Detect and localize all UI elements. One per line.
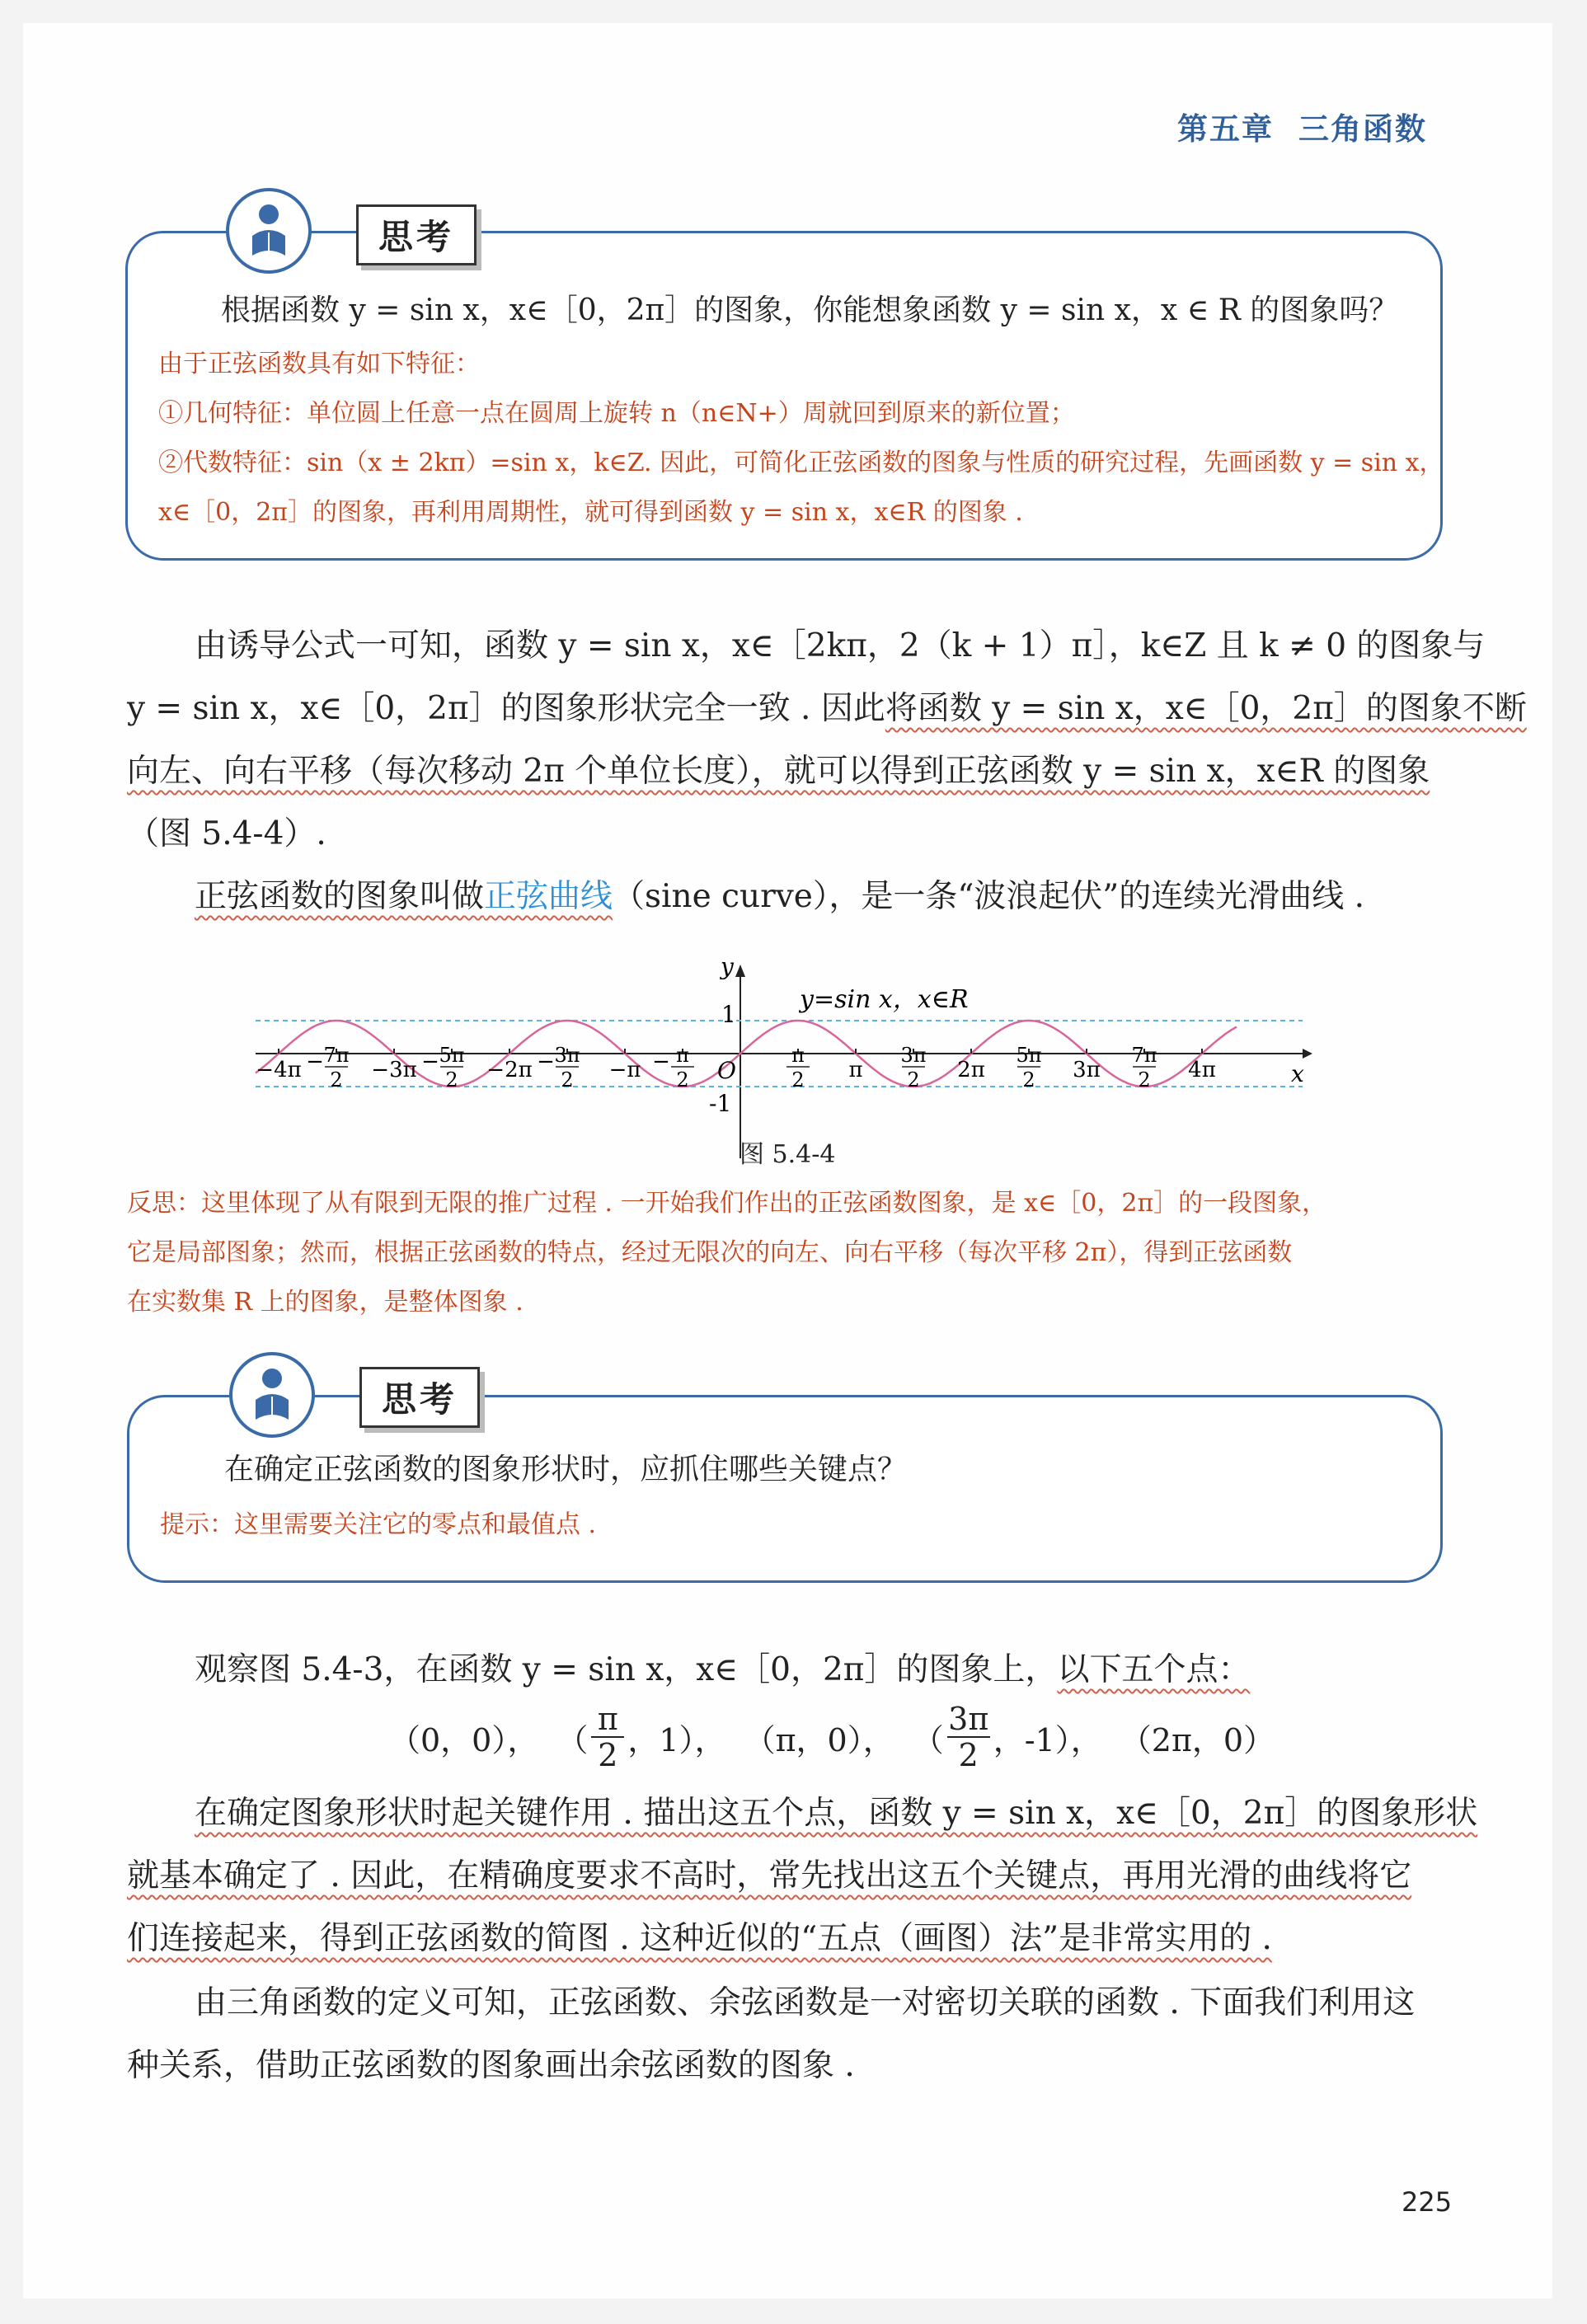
- chapter-header: [1177, 104, 1427, 148]
- paragraph-1: [127, 615, 1527, 928]
- answer-line: 由于正弦函数具有如下特征：: [158, 350, 480, 378]
- point-5: （2π，0）: [1120, 1721, 1275, 1758]
- x-tick-fraction: [537, 1044, 580, 1092]
- x-tick-fraction: [306, 1044, 349, 1092]
- x-tick-numerator: π: [791, 1044, 805, 1067]
- sine-curve-definition: 正弦函数的图象叫做正弦曲线（sine curve），是一条“波浪起伏”的连续光滑曲线 .: [195, 878, 1364, 915]
- text-line: y = sin x，x∈［0，2π］的图象形状完全一致 . 因此将函数 y = sin x，x∈［0，2π］的图象不断: [127, 690, 1527, 727]
- text-line: 们连接起来，得到正弦函数的简图 . 这种近似的“五点（画图）法”是非常实用的 .: [127, 1920, 1272, 1957]
- page-number: 225: [1402, 2186, 1453, 2218]
- think-title-2: 思考: [359, 1367, 480, 1428]
- fraction-pi-over-2: π 2: [591, 1702, 624, 1772]
- x-tick-numerator: 3π: [900, 1044, 927, 1067]
- x-tick-minus: −: [306, 1049, 324, 1074]
- x-tick-label: 3π: [1073, 1058, 1101, 1082]
- text-line: 就基本确定了 . 因此，在精确度要求不高时，常先找出这五个关键点，再用光滑的曲线将它: [127, 1857, 1412, 1894]
- x-tick-fraction: [1016, 1044, 1041, 1092]
- answer-line: x∈［0，2π］的图象，再利用周期性，就可得到函数 y = sin x，x∈R 的图象 .: [158, 498, 1023, 527]
- fraction-3pi-over-2: 3π 2: [948, 1701, 989, 1773]
- paragraph-3b: [127, 1782, 1477, 1970]
- x-tick-numerator: 7π: [323, 1044, 350, 1067]
- x-tick-label: π: [848, 1058, 863, 1082]
- x-tick-label: −3π: [371, 1058, 417, 1082]
- text-line: 在确定图象形状时起关键作用 . 描出这五个点，函数 y = sin x，x∈［0，2π］的图象形状: [195, 1795, 1478, 1832]
- chapter-number: 第五章: [1177, 111, 1274, 147]
- reflection: [127, 1179, 1326, 1327]
- think-question-2: 在确定正弦函数的图象形状时，应抓住哪些关键点？: [224, 1453, 908, 1486]
- figure-caption: 图 5.4-4: [740, 1140, 836, 1169]
- x-tick-fraction: [421, 1044, 464, 1092]
- x-tick-label: 4π: [1188, 1058, 1216, 1082]
- text-line: 种关系，借助正弦函数的图象画出余弦函数的图象 .: [127, 2047, 855, 2084]
- x-tick-denominator: 2: [1138, 1068, 1151, 1092]
- reader-icon: [226, 188, 312, 274]
- think-title-1: 思考: [356, 204, 477, 265]
- text-line: （图 5.4-4）.: [127, 815, 326, 852]
- answer-line: ①几何特征：单位圆上任意一点在圆周上旋转 n（n∈N+）周就回到原来的新位置；: [158, 399, 1075, 428]
- text-line: 向左、向右平移（每次移动 2π 个单位长度），就可以得到正弦函数 y = sin x，x∈R 的图象: [127, 753, 1430, 790]
- think-answer-1: [158, 340, 1444, 538]
- y-tick-1: 1: [721, 1001, 736, 1028]
- x-axis-label: x: [1291, 1060, 1304, 1087]
- x-tick-minus: −: [537, 1049, 555, 1074]
- x-tick-numerator: π: [676, 1044, 689, 1067]
- reflection-line: 它是局部图象；然而，根据正弦函数的特点，经过无限次的向左、向右平移（每次平移 2π），得到正弦函数: [127, 1238, 1293, 1267]
- x-tick-label: −2π: [486, 1058, 533, 1082]
- x-tick-numerator: 5π: [439, 1044, 465, 1067]
- x-axis-arrow: [1303, 1049, 1312, 1059]
- point-3: （π，0），: [744, 1721, 894, 1758]
- think-question-1: 根据函数 y = sin x，x∈［0，2π］的图象，你能想象函数 y = sin x，x ∈ R 的图象吗？: [221, 293, 1399, 327]
- y-axis-label: y: [721, 953, 734, 980]
- paragraph-3: [127, 1639, 1250, 1702]
- y-axis-arrow: [735, 965, 745, 977]
- reflection-line: 反思：这里体现了从有限到无限的推广过程 . 一开始我们作出的正弦函数图象，是 x∈［0，2π］的一段图象，: [127, 1189, 1327, 1218]
- y-tick-minus-1: -1: [709, 1090, 732, 1117]
- think-hint-2: 提示：这里需要关注它的零点和最值点 .: [160, 1510, 597, 1539]
- x-tick-denominator: 2: [330, 1068, 343, 1092]
- x-tick-minus: −: [652, 1049, 670, 1074]
- paragraph-4: [127, 1972, 1415, 2097]
- reflection-line: 在实数集 R 上的图象，是整体图象 .: [127, 1288, 524, 1317]
- text-line: 观察图 5.4-3，在函数 y = sin x，x∈［0，2π］的图象上，以下五个点：: [195, 1651, 1251, 1688]
- x-tick-denominator: 2: [676, 1068, 689, 1092]
- x-tick-label: −4π: [256, 1058, 302, 1082]
- x-tick-minus: −: [421, 1049, 439, 1074]
- x-tick-denominator: 2: [561, 1068, 574, 1092]
- x-tick-numerator: 7π: [1131, 1044, 1157, 1067]
- x-tick-numerator: 3π: [554, 1044, 580, 1067]
- x-tick-denominator: 2: [1022, 1068, 1035, 1092]
- x-tick-denominator: 2: [907, 1068, 920, 1092]
- x-tick-denominator: 2: [791, 1068, 805, 1092]
- five-key-points: （0，0）， （ π 2 ，1）， （π，0）， （ 3π 2 ，-1）， （2π，0）: [389, 1701, 1275, 1773]
- x-tick-fraction: [652, 1044, 694, 1092]
- reader-icon: [229, 1352, 315, 1438]
- x-tick-label: 2π: [957, 1058, 985, 1082]
- think-box-2: [127, 1395, 1443, 1583]
- answer-line: ②代数特征：sin（x ± 2kπ）=sin x，k∈Z. 因此，可简化正弦函数的图象与性质的研究过程，先画函数 y = sin x，: [158, 448, 1444, 477]
- origin-label: O: [717, 1057, 736, 1084]
- x-tick-fraction: [786, 1044, 810, 1092]
- chapter-title: 三角函数: [1298, 111, 1427, 147]
- function-label: y=sin x，x∈R: [800, 985, 969, 1014]
- term-sine-curve: 正弦曲线: [484, 878, 613, 915]
- text-line: 由诱导公式一可知，函数 y = sin x，x∈［2kπ，2（k + 1）π］，k∈Z 且 k ≠ 0 的图象与: [195, 627, 1486, 664]
- text-line: 由三角函数的定义可知，正弦函数、余弦函数是一对密切关联的函数 . 下面我们利用这: [195, 1984, 1416, 2021]
- x-tick-denominator: 2: [445, 1068, 458, 1092]
- x-tick-numerator: 5π: [1016, 1044, 1042, 1067]
- point-1: （0，0），: [389, 1721, 539, 1758]
- x-tick-label: −π: [608, 1058, 641, 1082]
- x-tick-fraction: [900, 1044, 926, 1092]
- x-tick-fraction: [1131, 1044, 1157, 1092]
